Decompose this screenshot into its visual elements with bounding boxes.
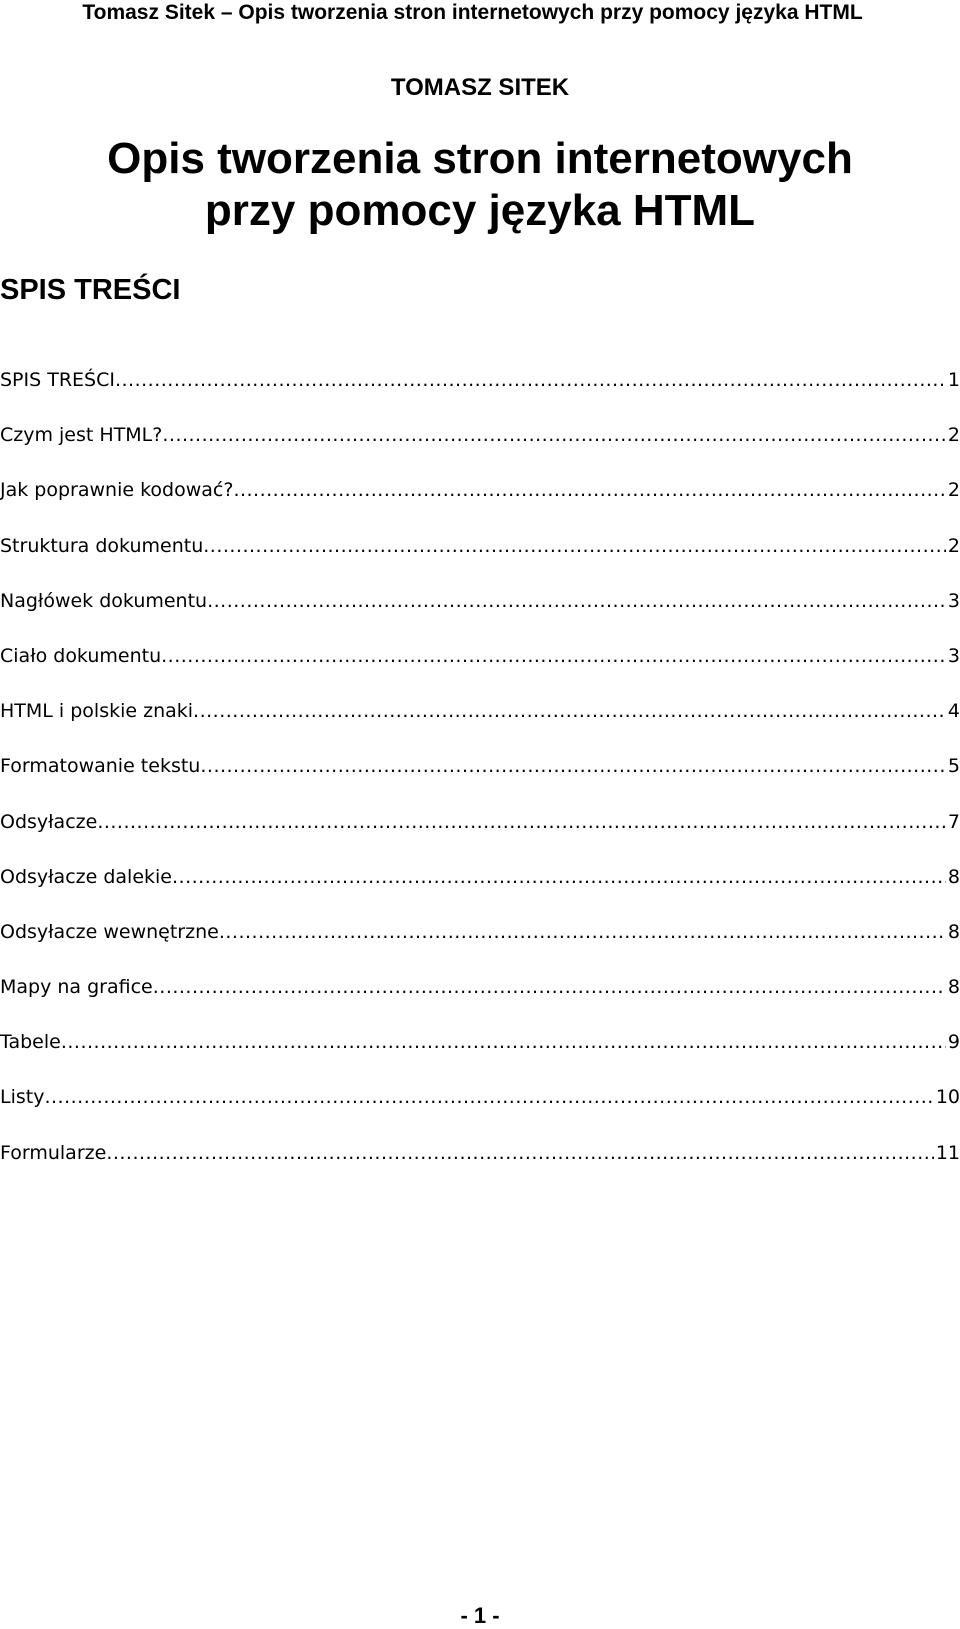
toc-entry-page: 3 xyxy=(947,589,960,612)
toc-entry[interactable] xyxy=(0,423,960,478)
toc-entry-page: 2 xyxy=(947,424,960,447)
toc-entry-page: 7 xyxy=(947,810,960,833)
toc-entry-page: 8 xyxy=(947,920,960,943)
toc-entry-label: Odsyłacze wewnętrzne xyxy=(0,920,219,943)
toc-entry-page: 8 xyxy=(947,865,960,888)
toc-entry-page: 5 xyxy=(947,755,960,778)
toc-entry[interactable] xyxy=(0,754,960,809)
toc-entry-page: 1 xyxy=(947,369,960,391)
toc-entry-label: Tabele xyxy=(0,1031,61,1054)
toc-leader-dots xyxy=(207,589,946,613)
toc-entry-label: Formatowanie tekstu xyxy=(0,755,201,778)
toc-entry[interactable] xyxy=(0,1141,960,1196)
toc-entry-label: Struktura dokumentu xyxy=(0,534,204,557)
document-title-line-2: przy pomocy języka HTML xyxy=(204,186,756,235)
toc-entry-label: Listy xyxy=(0,1086,45,1109)
toc-entry-label: SPIS TREŚCI xyxy=(0,369,115,391)
toc-entry-page: 9 xyxy=(947,1031,960,1054)
toc-leader-dots xyxy=(172,865,946,889)
toc-leader-dots xyxy=(115,368,946,392)
toc-entry[interactable] xyxy=(0,975,960,1030)
toc-entry-label: HTML i polskie znaki xyxy=(0,700,194,723)
toc-leader-dots xyxy=(233,478,945,502)
toc-entry-label: Formularze xyxy=(0,1141,107,1164)
toc-leader-dots xyxy=(97,810,946,834)
toc-entry[interactable] xyxy=(0,810,960,865)
toc-leader-dots xyxy=(219,920,946,944)
toc-leader-dots xyxy=(193,699,946,723)
author-name: TOMASZ SITEK xyxy=(390,74,570,101)
toc-entry-page: 10 xyxy=(935,1086,960,1109)
toc-leader-dots xyxy=(203,534,946,558)
toc-leader-dots xyxy=(162,423,946,447)
toc-entry[interactable] xyxy=(0,1085,960,1140)
toc-entry-label: Jak poprawnie kodować? xyxy=(0,479,234,502)
toc-leader-dots xyxy=(106,1141,934,1165)
toc-entry-page: 3 xyxy=(947,644,960,667)
toc-entry[interactable] xyxy=(0,368,960,423)
toc-entry-label: Mapy na grafice xyxy=(0,976,153,999)
toc-leader-dots xyxy=(61,1030,946,1054)
toc-entry[interactable] xyxy=(0,865,960,920)
table-of-contents xyxy=(0,368,960,1196)
toc-leader-dots xyxy=(200,754,946,778)
toc-entry-page: 2 xyxy=(947,479,960,502)
toc-entry-page: 8 xyxy=(947,976,960,999)
document-title-line-1: Opis tworzenia stron internetowych xyxy=(107,134,853,183)
toc-leader-dots xyxy=(161,644,946,668)
toc-entry[interactable] xyxy=(0,589,960,644)
toc-entry[interactable] xyxy=(0,478,960,533)
toc-entry[interactable] xyxy=(0,1030,960,1085)
toc-leader-dots xyxy=(153,975,946,999)
toc-entry-page: 4 xyxy=(947,700,960,723)
toc-heading: SPIS TREŚCI xyxy=(0,274,181,306)
toc-entry[interactable] xyxy=(0,644,960,699)
toc-entry-page: 2 xyxy=(947,534,960,557)
document-title xyxy=(0,133,960,237)
running-header: Tomasz Sitek – Opis tworzenia stron internetowych przy pomocy języka HTML xyxy=(82,1,863,24)
toc-entry-label: Nagłówek dokumentu xyxy=(0,589,208,612)
toc-entry-page: 11 xyxy=(935,1141,960,1164)
toc-entry[interactable] xyxy=(0,534,960,589)
page-number: - 1 - xyxy=(460,1603,500,1628)
toc-entry[interactable] xyxy=(0,920,960,975)
toc-entry-label: Odsyłacze xyxy=(0,810,98,833)
toc-entry-label: Ciało dokumentu xyxy=(0,644,162,667)
toc-entry-label: Odsyłacze dalekie xyxy=(0,865,172,888)
toc-leader-dots xyxy=(44,1085,933,1109)
toc-entry[interactable] xyxy=(0,699,960,754)
toc-entry-label: Czym jest HTML? xyxy=(0,424,163,447)
